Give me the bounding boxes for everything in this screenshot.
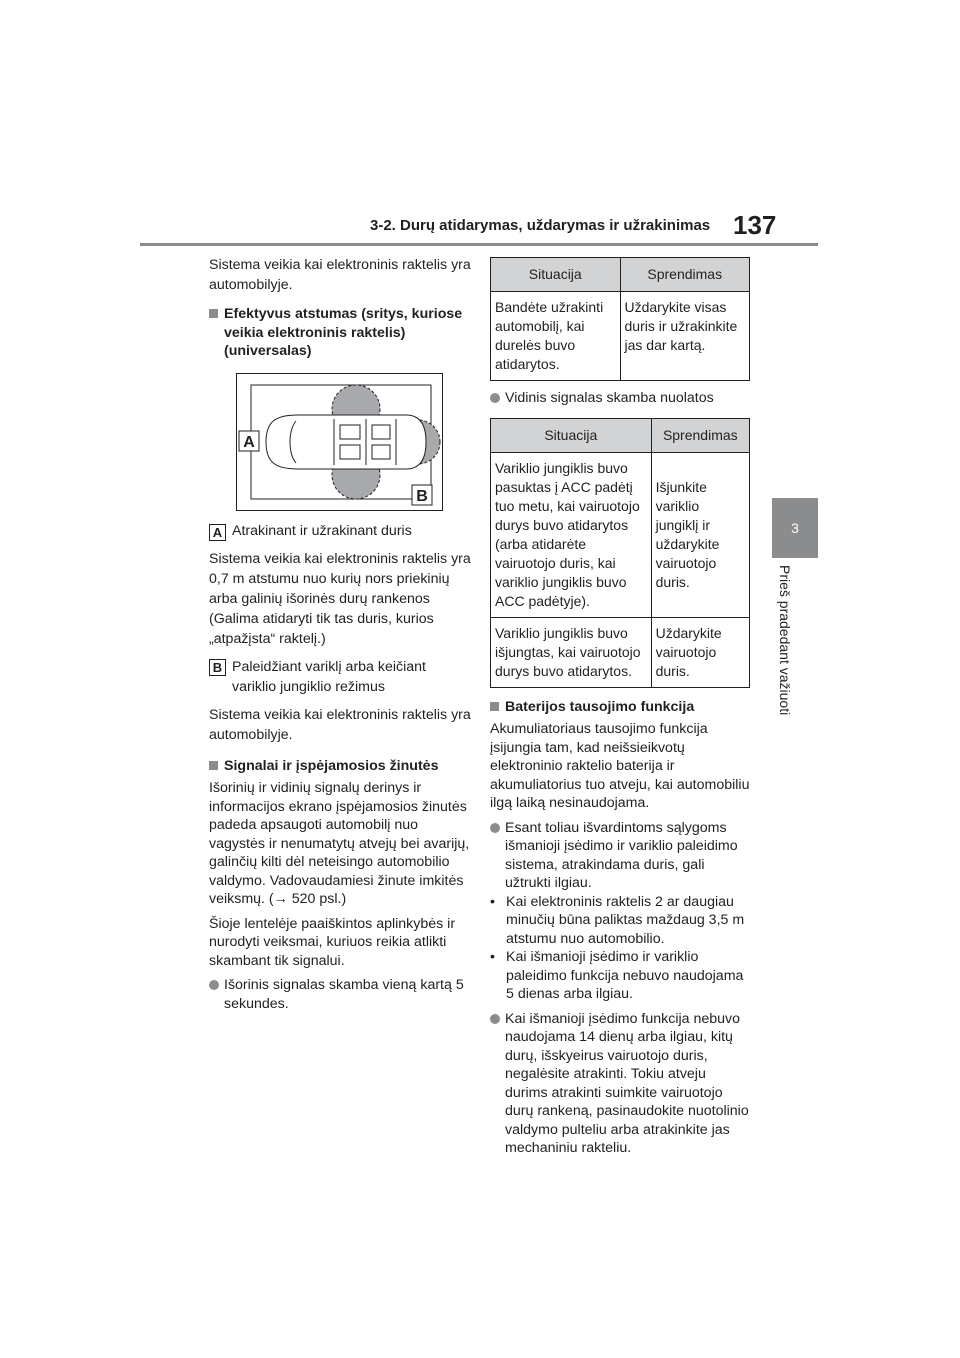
heading-text: Baterijos tausojimo funkcija <box>505 698 695 715</box>
table-row <box>491 617 750 687</box>
label-a-box: A <box>209 524 226 541</box>
bullet-14-days <box>490 1010 752 1158</box>
left-column <box>209 255 471 1013</box>
item-b-title <box>209 657 471 697</box>
circle-bullet-icon <box>209 980 219 990</box>
page-number: 137 <box>733 210 777 240</box>
chapter-number: 3 <box>791 520 799 536</box>
bullet-text: Kai išmanioji įsėdimo funkcija nebuvo naudojama 14 dienų arba ilgiau, kitų durų, išskyeirus vairuotojo duris, negalėsite atrakinti. Tokiu atveju durims atrakinti suimkite vairuotojo durų rankeną, pasinaudokite nuotolinio valdymo pulteliu arba atrakinkite jas mechaniniu rakteliu. <box>505 1010 749 1156</box>
chapter-tab <box>772 498 818 558</box>
sub-item <box>490 948 752 1004</box>
circle-bullet-icon <box>490 393 500 403</box>
section-title: 3-2. Durų atidarymas, uždarymas ir užrakinimas <box>370 217 711 234</box>
table-cell-situation: Variklio jungiklis buvo išjungtas, kai vairuotojo durys buvo atidarytos. <box>491 617 652 687</box>
table-interior-signal <box>490 418 750 688</box>
chapter-label-text: Prieš pradedant važiuoti <box>777 565 793 716</box>
signals-paragraph: Išorinių ir vidinių signalų derinys ir informacijos ekrano įspėjamosios žinutės padeda apsaugoti automobilį nuo vagystės ir nenumatytų atvejų bei avarijų, galinčių kilti dėl neteisingo automobilio valdymo. Vadovaudamiesi žinute imkitės veiksmų. (→ 520 psl.) <box>209 780 470 907</box>
table-exterior-signal <box>490 257 750 381</box>
range-diagram <box>236 373 443 511</box>
bullet-text: Išorinis signalas skamba vieną kartą 5 sekundes. <box>224 977 464 1012</box>
circle-bullet-icon <box>490 823 500 833</box>
item-a-title <box>209 521 471 541</box>
intro-text: Sistema veikia kai elektroninis raktelis yra automobilyje. <box>209 257 471 293</box>
heading-battery-saving <box>490 698 752 717</box>
heading-text: Signalai ir įspėjamosios žinutės <box>224 757 439 774</box>
car-icon <box>266 415 426 469</box>
item-a-title-text: Atrakinant ir užrakinant duris <box>232 522 412 539</box>
bullet-interior-signal <box>490 389 752 408</box>
heading-signals <box>209 757 471 776</box>
chapter-label <box>777 565 810 740</box>
diagram-label-a: A <box>243 433 255 451</box>
table-header-situation: Situacija <box>491 418 652 452</box>
circle-bullet-icon <box>490 1014 500 1024</box>
square-bullet-icon <box>209 761 218 770</box>
item-b-text: Sistema veikia kai elektroninis raktelis yra automobilyje. <box>209 706 471 743</box>
table-cell-situation: Bandėte užrakinti automobilį, kai durelės buvo atidarytos. <box>491 292 621 381</box>
bullet-text: Vidinis signalas skamba nuolatos <box>505 390 714 406</box>
table-intro-paragraph: Šioje lentelėje paaiškintos aplinkybės ir nurodyti veiksmai, kuriuos reikia atlikti skambant tik signalui. <box>209 915 456 969</box>
sub-bullet-mark: • <box>490 893 495 910</box>
table-cell-solution: Uždarykite vairuotojo duris. <box>651 617 749 687</box>
item-a-text: Sistema veikia kai elektroninis raktelis yra 0,7 m atstumu nuo kurių nors priekinių arba galinių išorinės durų rankenos (Galima atidaryti tik tas duris, kurios „atpažįsta“ raktelį.) <box>209 550 471 647</box>
heading-effective-range <box>209 305 471 361</box>
table-row <box>491 452 750 617</box>
header-rule <box>140 243 818 246</box>
square-bullet-icon <box>490 702 499 711</box>
bullet-exterior-signal <box>209 976 471 1013</box>
sub-item-text: Kai elektroninis raktelis 2 ar daugiau minučių būna paliktas maždaug 3,5 m atstumu nuo automobilio. <box>506 893 745 947</box>
battery-paragraph: Akumuliatoriaus tausojimo funkcija įsijungia tam, kad neišsieikvotų elektroninio raktelio baterija ir akumuliatorius tuo atveju, kai automobiliu ilgą laiką nesinaudojama. <box>490 721 750 811</box>
label-b-box: B <box>209 659 226 676</box>
table-cell-situation: Variklio jungiklis buvo pasuktas į ACC padėtį tuo metu, kai vairuotojo durys buvo atidarytos (arba atidarėte vairuotojo duris, kai variklio jungiklis buvo ACC padėtyje). <box>491 452 652 617</box>
sub-item-text: Kai išmanioji įsėdimo ir variklio paleidimo funkcija nebuvo naudojama 5 dienas arba ilgiau. <box>506 949 744 1002</box>
diagram-label-b: B <box>416 487 428 505</box>
bullet-slower-unlock <box>490 819 752 893</box>
table-header-solution: Sprendimas <box>620 258 750 292</box>
table-header-situation: Situacija <box>491 258 621 292</box>
bullet-text: Esant toliau išvardintoms sąlygoms išmanioji įsėdimo ir variklio paleidimo sistema, atrakindama duris, gali užtrukti ilgiau. <box>505 819 738 891</box>
heading-text: Efektyvus atstumas (sritys, kuriose veikia elektroninis raktelis) (universalas) <box>224 306 463 359</box>
table-cell-solution: Išjunkite variklio jungiklį ir uždarykite vairuotojo duris. <box>651 452 749 617</box>
table-header-solution: Sprendimas <box>651 418 749 452</box>
right-column <box>490 257 752 1158</box>
sub-item <box>490 893 752 949</box>
square-bullet-icon <box>209 309 218 318</box>
sub-bullet-mark: • <box>490 949 495 965</box>
item-b-title-text: Paleidžiant variklį arba keičiant variklio jungiklio režimus <box>232 658 426 695</box>
table-row <box>491 292 750 381</box>
table-cell-solution: Uždarykite visas duris ir užrakinkite jas dar kartą. <box>620 292 750 381</box>
